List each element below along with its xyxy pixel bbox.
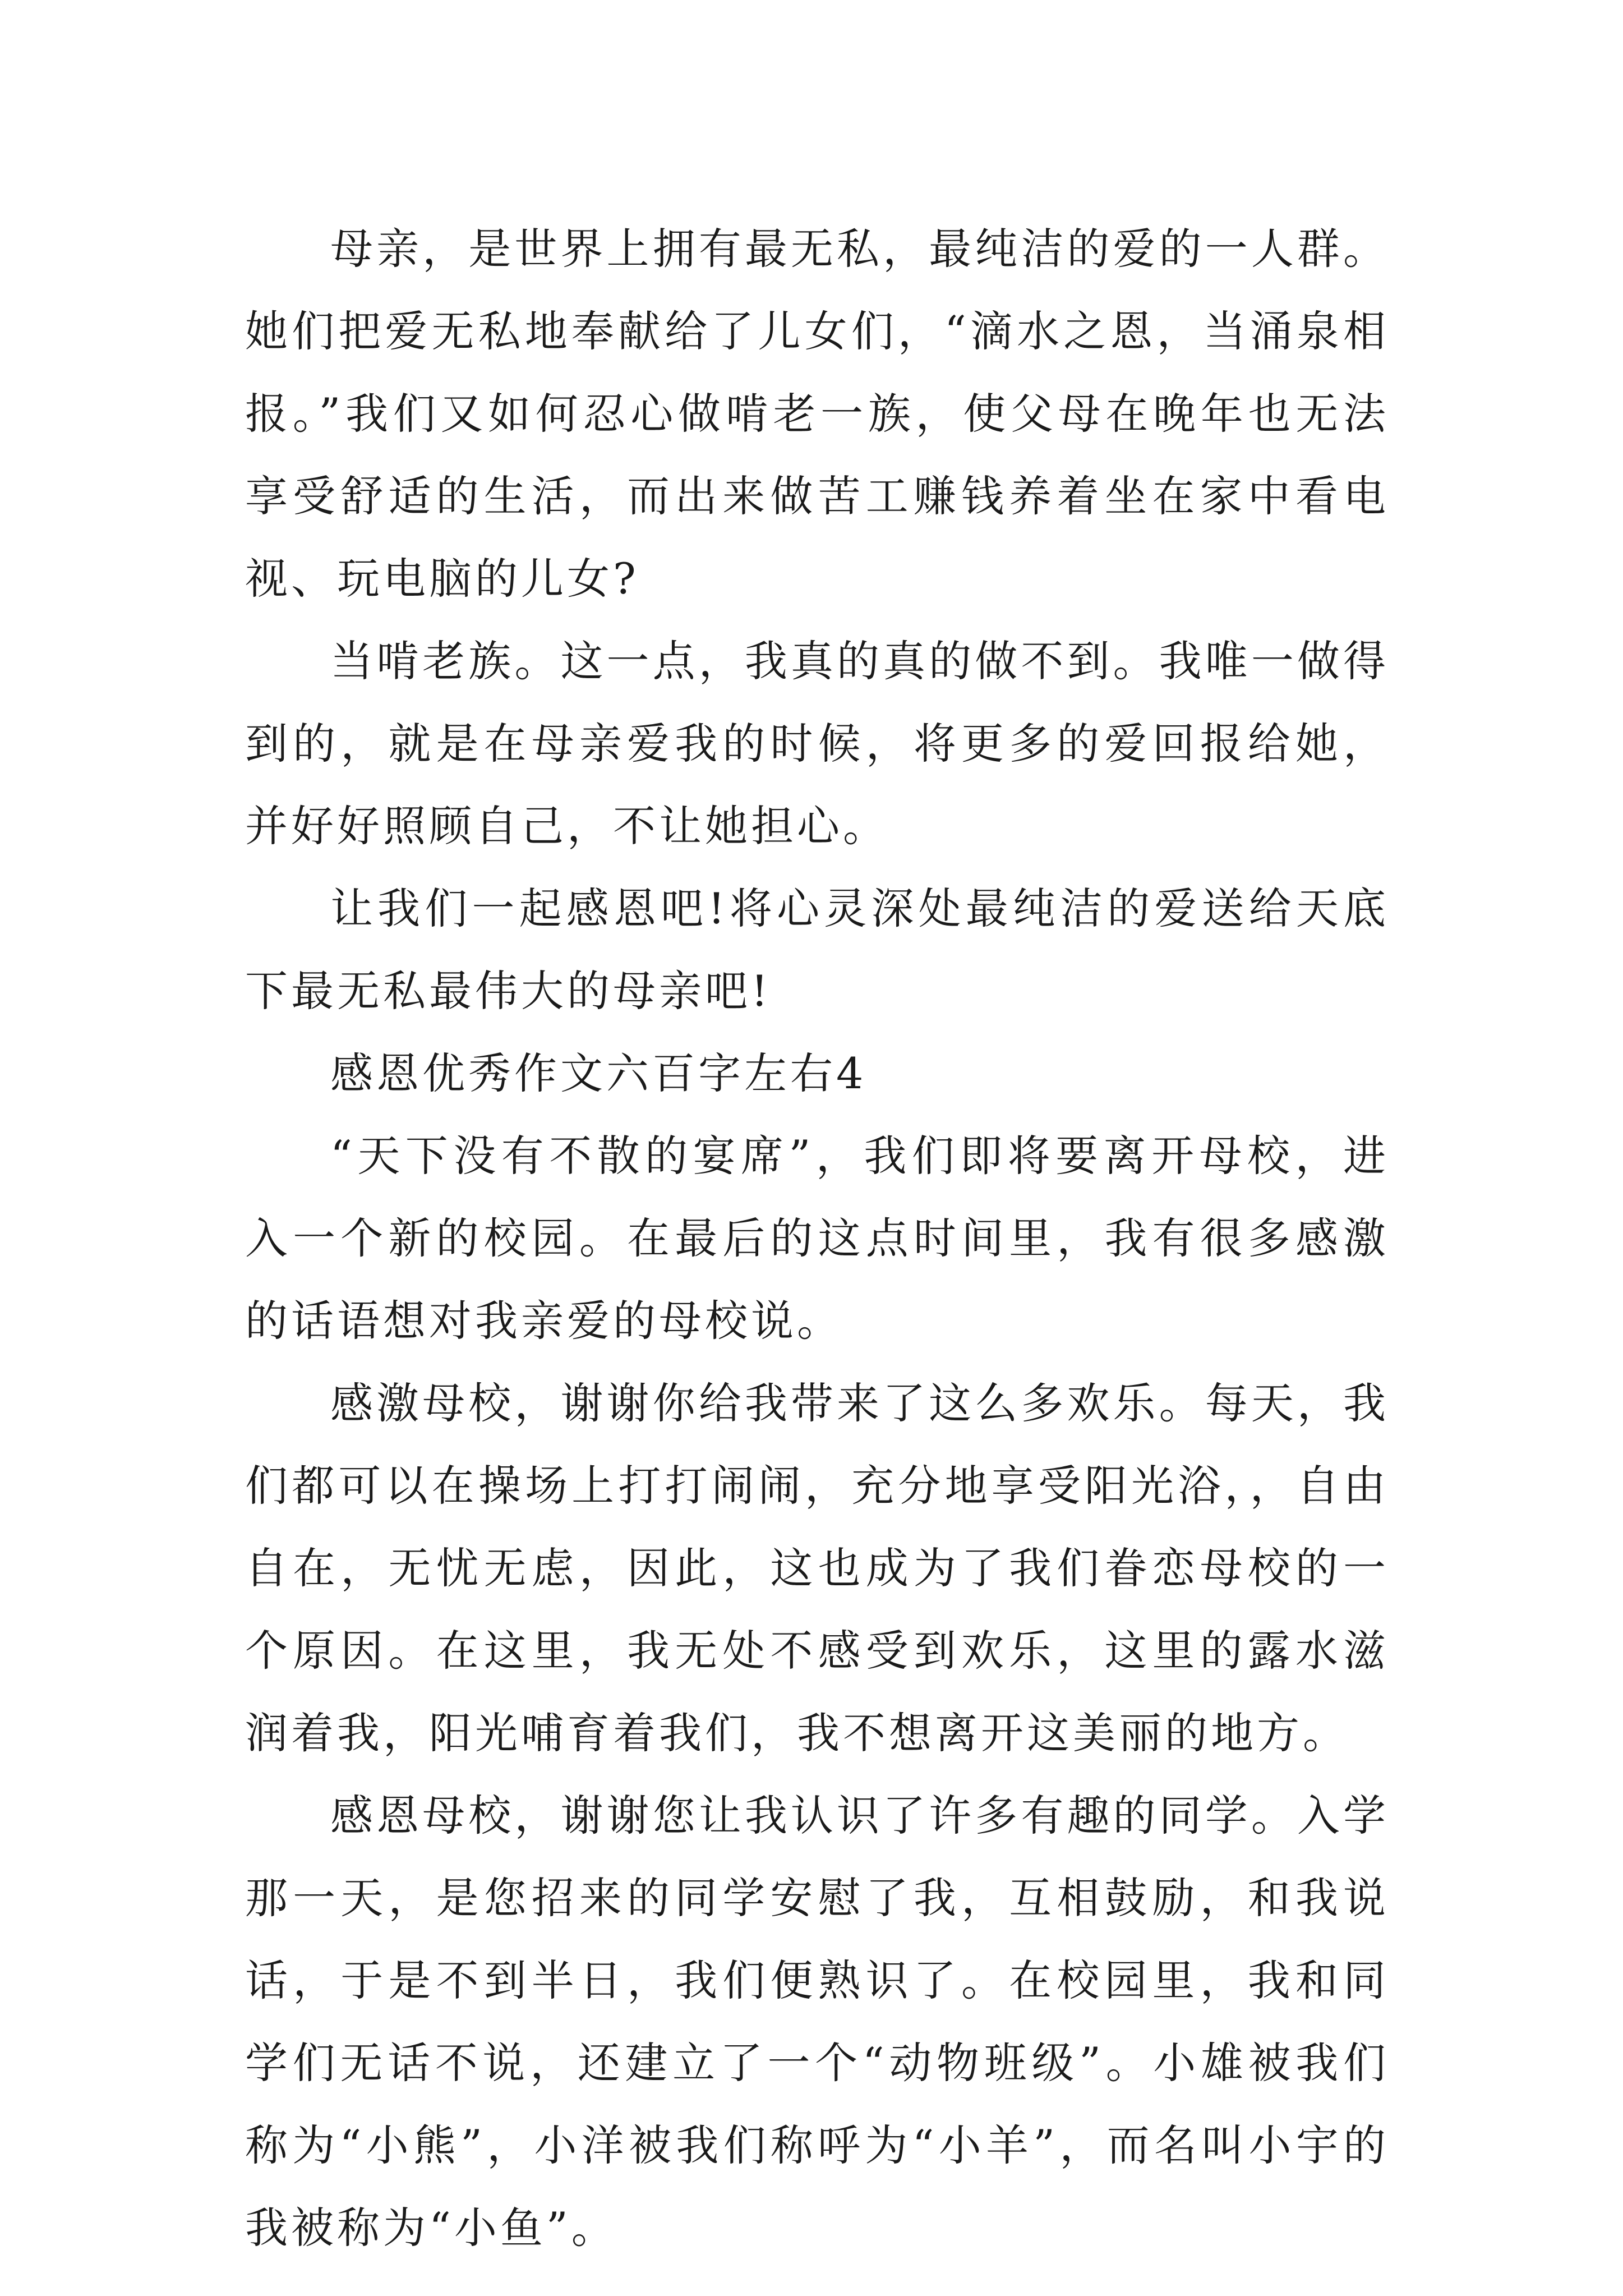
document-body [245,208,1389,2269]
paragraph-4: “天下没有不散的宴席”，我们即将要离开母校，进入一个新的校园。在最后的这点时间里，我有很多感激的话语想对我亲爱的母校说。 [245,1131,1389,1346]
paragraph-1: 母亲，是世界上拥有最无私，最纯洁的爱的一人群。她们把爱无私地奉献给了儿女们，“滴水之恩，当涌泉相报。”我们又如何忍心做啃老一族，使父母在晚年也无法享受舒适的生活，而出来做苦工赚钱养着坐在家中看电视、玩电脑的儿女? [245,224,1389,604]
paragraph-6: 感恩母校，谢谢您让我认识了许多有趣的同学。入学那一天，是您招来的同学安慰了我，互相鼓励，和我说话，于是不到半日，我们便熟识了。在校园里，我和同学们无话不说，还建立了一个“动物班级”。小雄被我们称为“小熊”，小洋被我们称呼为“小羊”，而名叫小宇的我被称为“小鱼”。 [245,1791,1389,2253]
paragraph-5: 感激母校，谢谢你给我带来了这么多欢乐。每天，我们都可以在操场上打打闹闹，充分地享受阳光浴，，自由自在，无忧无虑，因此，这也成为了我们眷恋母校的一个原因。在这里，我无处不感受到欢乐，这里的露水滋润着我，阳光哺育着我们，我不想离开这美丽的地方。 [245,1378,1389,1758]
paragraph-3: 让我们一起感恩吧!将心灵深处最纯洁的爱送给天底下最无私最伟大的母亲吧! [245,884,1389,1016]
section-heading: 感恩优秀作文六百字左右4 [330,1048,867,1098]
paragraph-2: 当啃老族。这一点，我真的真的做不到。我唯一做得到的，就是在母亲爱我的时候，将更多的爱回报给她，并好好照顾自己，不让她担心。 [245,636,1389,851]
